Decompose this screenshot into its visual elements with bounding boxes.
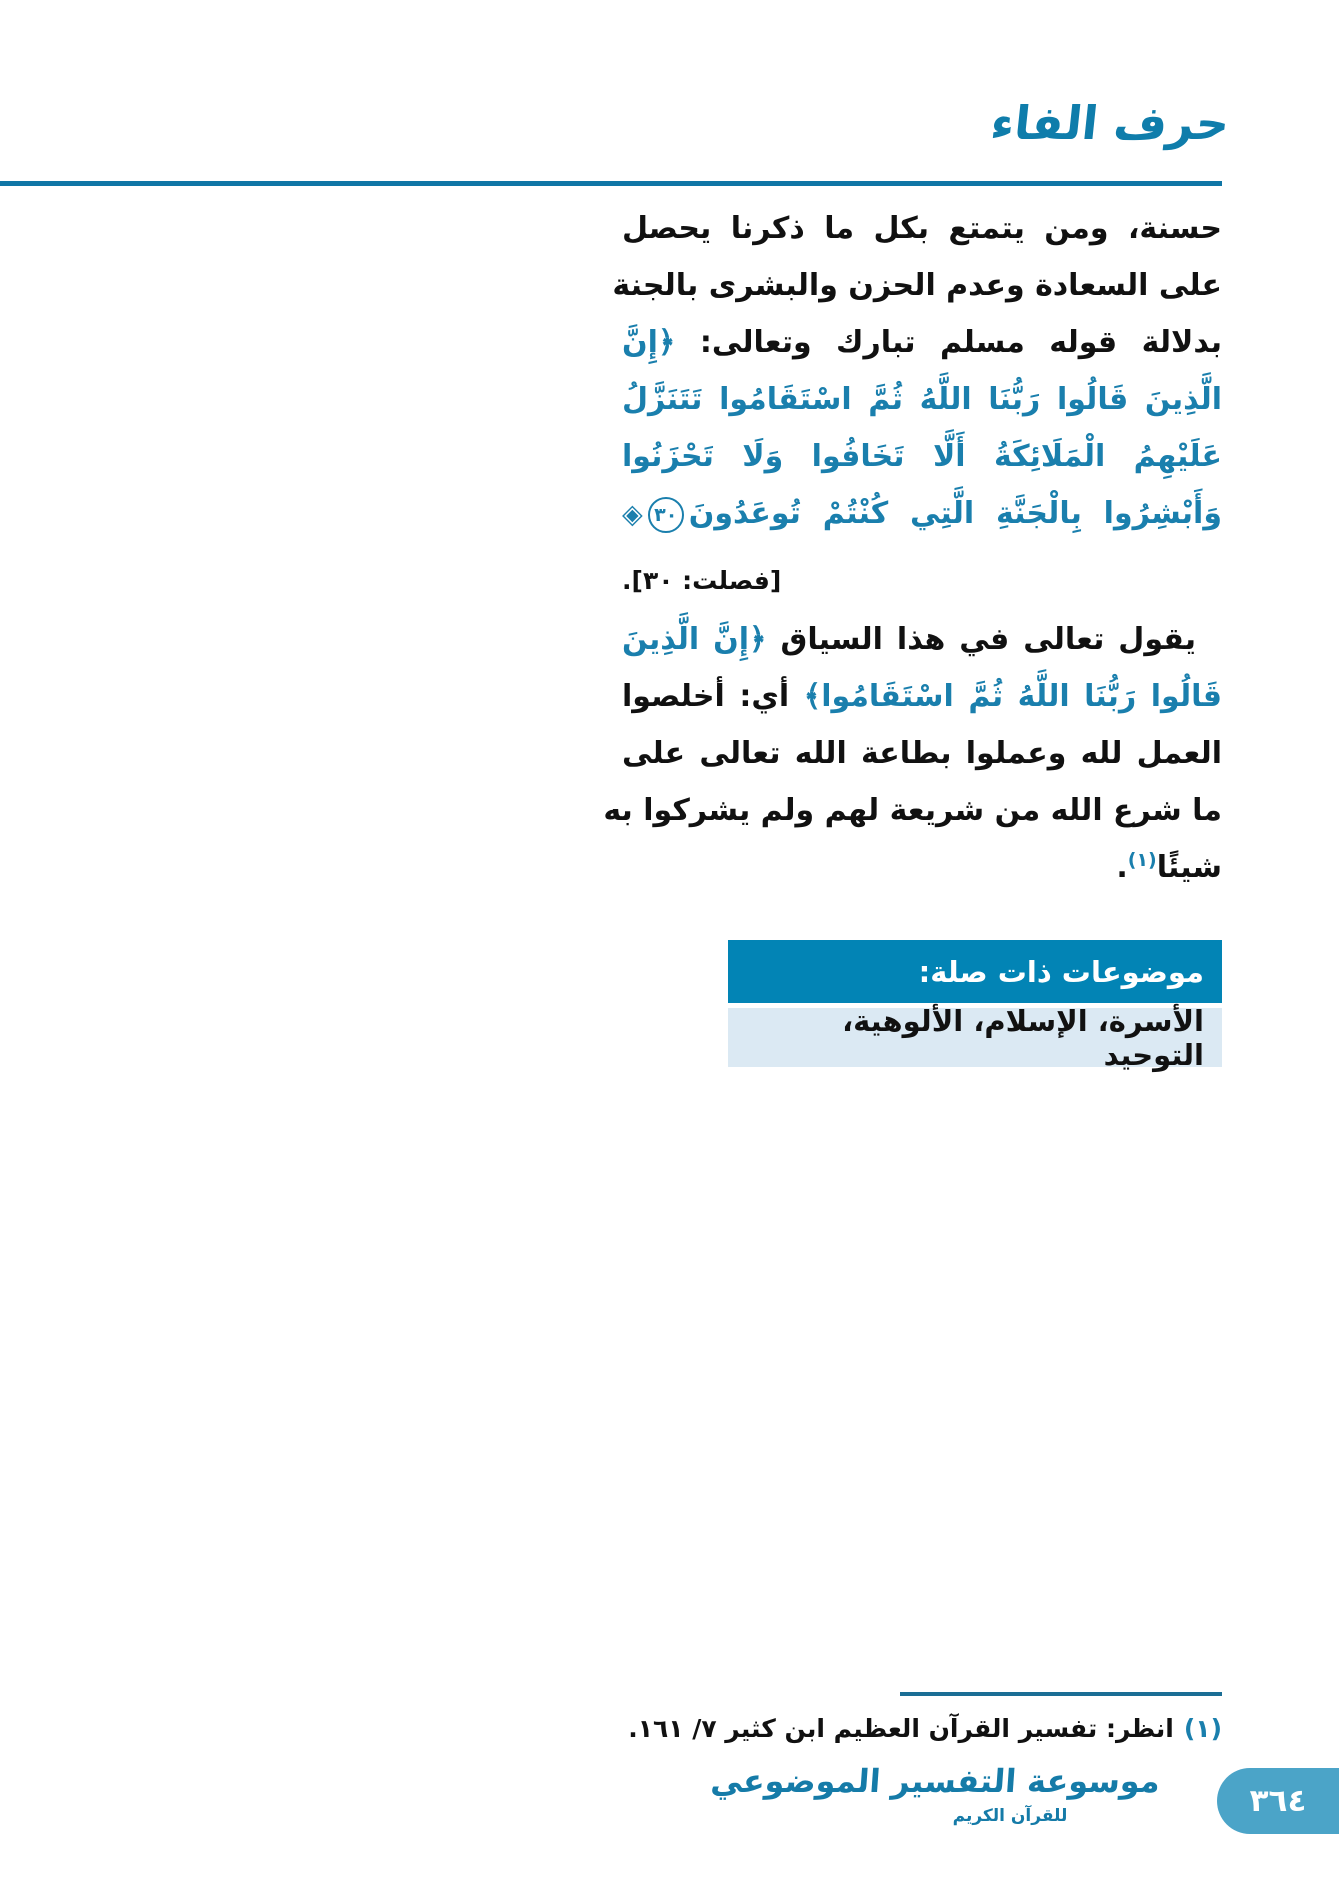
- section-letter-calligraphy: حرف الفاء: [988, 96, 1232, 150]
- footnote-separator-rule: [900, 1692, 1222, 1696]
- text-line: [622, 314, 1222, 371]
- related-topics-list: [728, 1003, 1222, 1072]
- page-number-badge: [1217, 1768, 1339, 1834]
- text-line: [622, 611, 1222, 668]
- footnote-text: انظر: تفسير القرآن العظيم ابن كثير ٧/ ١٦١.: [628, 1714, 1174, 1743]
- text-line: [622, 668, 1222, 725]
- footnote: [612, 1706, 1222, 1752]
- quran-text-segment: قَالُوا رَبُّنَا اللَّهُ ثُمَّ اسْتَقَامُوا﴾: [803, 679, 1223, 714]
- text-line: [612, 257, 1222, 314]
- verse-end-ornament-icon: ◈: [622, 499, 643, 530]
- publisher-logo-title: موسوعة التفسير الموضوعي: [709, 1762, 1162, 1800]
- body-text-segment: يقول تعالى في هذا السياق: [766, 622, 1196, 657]
- body-text: [603, 200, 1223, 896]
- text-line: [622, 428, 1222, 485]
- footnote-reference: (١): [1127, 849, 1157, 871]
- body-text-segment: أي: أخلصوا: [622, 679, 804, 714]
- related-topics-header-label: موضوعات ذات صلة:: [918, 954, 1204, 989]
- quran-text-segment: ﴿إِنَّ: [622, 325, 676, 360]
- publisher-logo: [709, 1762, 1162, 1826]
- related-topics-values: الأسرة، الإسلام، الألوهية، التوحيد: [842, 1003, 1204, 1072]
- body-text-segment: ما شرع الله من شريعة لهم ولم يشركوا به: [603, 793, 1222, 828]
- publisher-logo-subtitle: للقرآن الكريم: [952, 1806, 1068, 1826]
- body-text-segment: حسنة، ومن يتمتع بكل ما ذكرنا يحصل: [622, 211, 1222, 246]
- body-text-segment: [فصلت: ٣٠].: [622, 566, 782, 595]
- body-text-segment: شيئًا: [1156, 850, 1222, 885]
- text-line: [603, 782, 1222, 839]
- related-topics-header: [728, 940, 1222, 1003]
- page-number: ٣٦٤: [1249, 1783, 1307, 1819]
- text-line: [622, 839, 1222, 896]
- aya-number-ornament: ٣٠: [648, 497, 684, 533]
- text-line: [622, 485, 1222, 543]
- quran-text-segment: عَلَيْهِمُ الْمَلَائِكَةُ أَلَّا تَخَافُوا وَلَا تَحْزَنُوا: [622, 439, 1222, 474]
- footnote-marker: (١): [1183, 1714, 1222, 1743]
- body-text-segment: .: [1116, 850, 1128, 885]
- body-text-segment: العمل لله وعملوا بطاعة الله تعالى على: [622, 736, 1222, 771]
- quran-text-segment: الَّذِينَ قَالُوا رَبُّنَا اللَّهُ ثُمَّ اسْتَقَامُوا تَتَنَزَّلُ: [622, 382, 1222, 417]
- quran-text-segment: وَأَبْشِرُوا بِالْجَنَّةِ الَّتِي كُنْتُمْ تُوعَدُونَ: [688, 496, 1222, 531]
- text-line: [622, 725, 1222, 782]
- quran-text-segment: ﴿إِنَّ الَّذِينَ: [622, 622, 767, 657]
- body-text-segment: بدلالة قوله مسلم تبارك وتعالى:: [675, 325, 1222, 360]
- body-text-segment: على السعادة وعدم الحزن والبشرى بالجنة: [612, 268, 1222, 303]
- text-line: [622, 371, 1222, 428]
- text-line: [622, 200, 1222, 257]
- header-rule: [0, 181, 1222, 186]
- surah-citation: [622, 557, 1222, 605]
